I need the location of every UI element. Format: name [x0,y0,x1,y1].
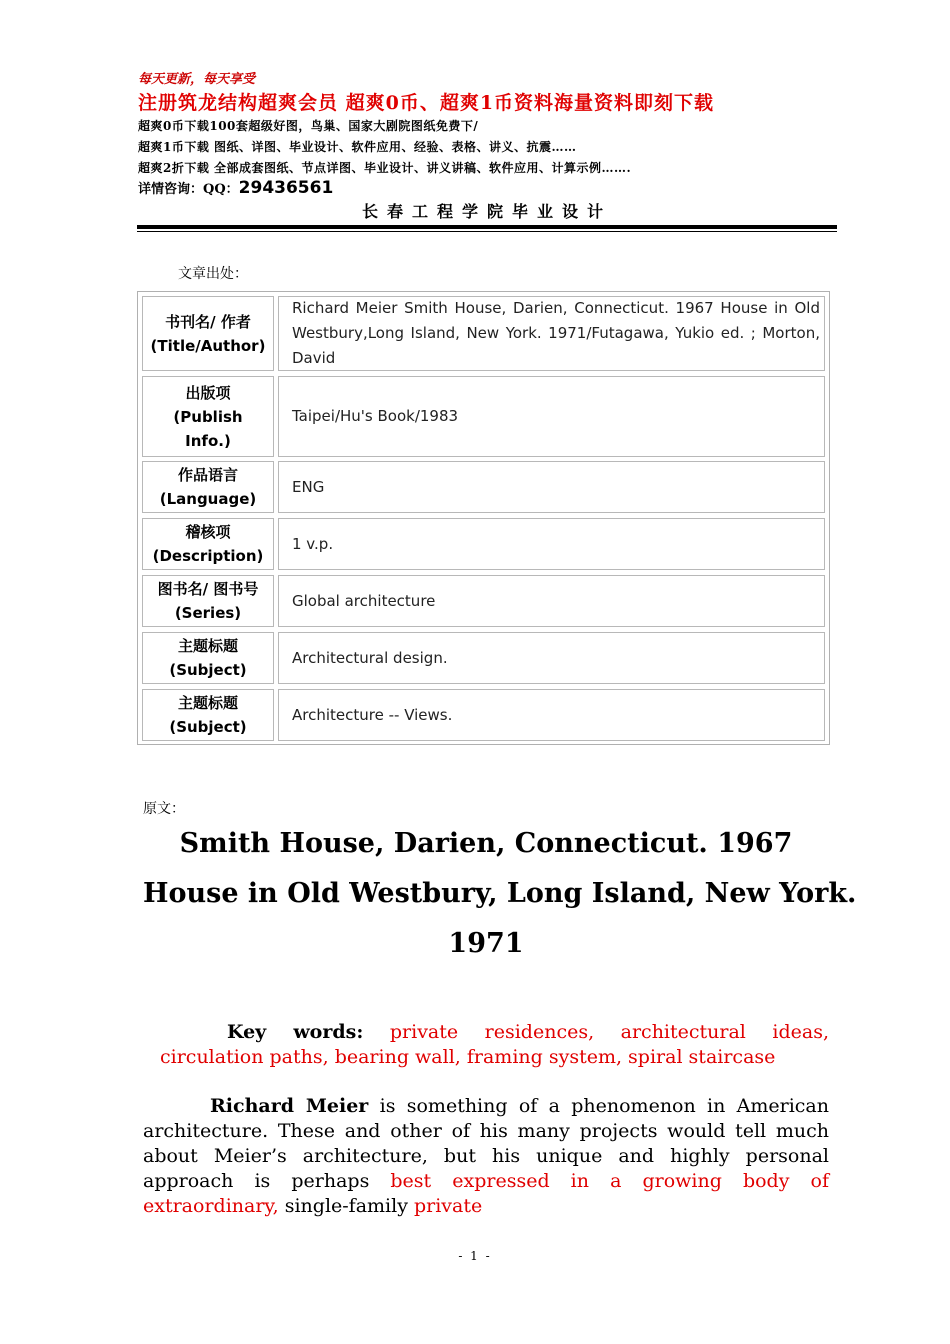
header-promo-line1: 每天更新，每天享受 [138,72,256,87]
header-promo-line2: 注册筑龙结构超爽会员 超爽0币、超爽1币资料海量资料即刻下载 [138,92,715,114]
row-value: Richard Meier Smith House, Darien, Connecticut. 1967 House in Old Westbury,Long Island, New York. 1971/Futagawa, Yukio ed. ; Morton, David [278,296,825,371]
body-highlight-2: private [413,1195,483,1217]
page-number: - 1 - [458,1249,492,1263]
contact-label: 详情咨询：QQ： [138,182,239,197]
keywords-label: Key words: [227,1021,364,1043]
header-promo-line4: 超爽1币下载 图纸、详图、毕业设计、软件应用、经验、表格、讲义、抗震…… [138,140,577,154]
row-label [142,376,274,457]
row-value: 1 v.p. [278,518,825,570]
body-highlight-1: best expressed in a growing body of extraordinary, [143,1170,829,1217]
author-name: Richard Meier [210,1095,369,1117]
row-value: Taipei/Hu's Book/1983 [278,376,825,457]
table-row [142,296,825,371]
row-label-cn: 主题标题 [177,637,238,655]
row-label-cn: 图书名/ 图书号 [157,580,259,598]
row-value: ENG [278,461,825,513]
row-label-en: (Description) [152,547,264,565]
row-label-en: (Subject) [169,718,247,736]
row-label [142,632,274,684]
table-row [142,376,825,457]
table-row [142,575,825,627]
metadata-table [137,291,830,745]
table-row [142,689,825,741]
table-row [142,632,825,684]
body-text-2: single-family [278,1195,414,1217]
row-label-cn: 稽核项 [185,523,231,541]
row-label [142,461,274,513]
row-label [142,575,274,627]
school-title: 长春工程学院毕业设计 [361,202,612,221]
row-label-cn: 作品语言 [177,466,238,484]
article-title-line1: Smith House, Darien, Connecticut. 1967 [179,828,793,859]
row-label-en: (Subject) [169,661,247,679]
row-value: Architectural design. [278,632,825,684]
row-label-en: (Title/Author) [150,336,266,355]
row-value: Architecture -- Views. [278,689,825,741]
table-row [142,461,825,513]
header-rule-thin [137,231,837,232]
row-label [142,689,274,741]
table-row [142,518,825,570]
row-label [142,296,274,371]
row-label-en: (Language) [159,490,257,508]
row-value: Global architecture [278,575,825,627]
header-contact [138,178,333,198]
keywords-paragraph [143,1020,829,1070]
row-label-en: (Publish Info.) [173,407,243,450]
source-label: 文章出处： [178,266,248,282]
row-label [142,518,274,570]
body-text-1: is something of a phenomenon in American architecture. These and other of his many projects would tell much about Meier’s architecture, but his unique and highly personal approach is perhaps [143,1095,829,1192]
article-title-line3: 1971 [448,928,524,959]
original-text-label: 原文： [143,801,185,817]
header-promo-line5: 超爽2折下载 全部成套图纸、节点详图、毕业设计、讲义讲稿、软件应用、计算示例……. [138,161,632,175]
header-promo-line3: 超爽0币下载100套超级好图，鸟巢、国家大剧院图纸免费下/ [138,119,479,133]
contact-qq: 29436561 [238,178,334,198]
article-title-line2: House in Old Westbury, Long Island, New York. [143,878,857,909]
row-label-cn: 出版项 [185,383,231,402]
header-rule-thick [137,225,837,229]
row-label-en: (Series) [174,604,242,622]
row-label-cn: 主题标题 [177,694,238,712]
body-paragraph [143,1094,829,1219]
keywords-list: private residences, architectural ideas, circulation paths, bearing wall, framing system, spiral staircase [160,1021,829,1068]
row-label-cn: 书刊名/ 作者 [165,312,251,331]
